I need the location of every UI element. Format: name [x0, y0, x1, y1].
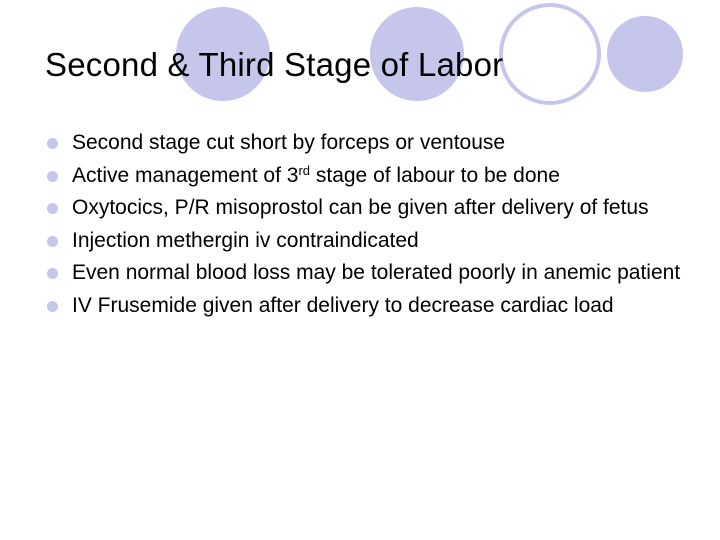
bullet-icon [47, 171, 58, 182]
bullet-text-before: Active management of 3 [72, 163, 299, 187]
bullet-item [47, 131, 687, 156]
bullet-text: Oxytocics, P/R misoprostol can be given after delivery of fetus [72, 196, 649, 219]
bullet-superscript: rd [298, 162, 311, 178]
bullet-text: Even normal blood loss may be tolerated poorly in anemic patient [72, 261, 681, 284]
bullet-icon [47, 268, 58, 279]
deco-circle-4 [605, 14, 685, 94]
slide-title: Second & Third Stage of Labor [45, 46, 504, 83]
bullet-item [47, 261, 687, 286]
bullet-text: Second stage cut short by forceps or ventouse [72, 131, 506, 154]
bullet-icon [47, 301, 58, 312]
bullet-icon [47, 203, 58, 214]
bullet-item [47, 196, 687, 221]
bullet-item [47, 294, 687, 319]
bullet-list [47, 131, 687, 326]
bullet-icon [47, 236, 58, 247]
bullet-icon [47, 138, 58, 149]
bullet-text-after: stage of labour to be done [310, 163, 560, 187]
bullet-text: IV Frusemide given after delivery to decrease cardiac load [72, 293, 614, 317]
deco-circle-3 [501, 5, 599, 103]
bullet-item [47, 229, 687, 254]
bullet-text: Injection methergin iv contraindicated [72, 228, 419, 252]
bullet-item [47, 164, 687, 189]
